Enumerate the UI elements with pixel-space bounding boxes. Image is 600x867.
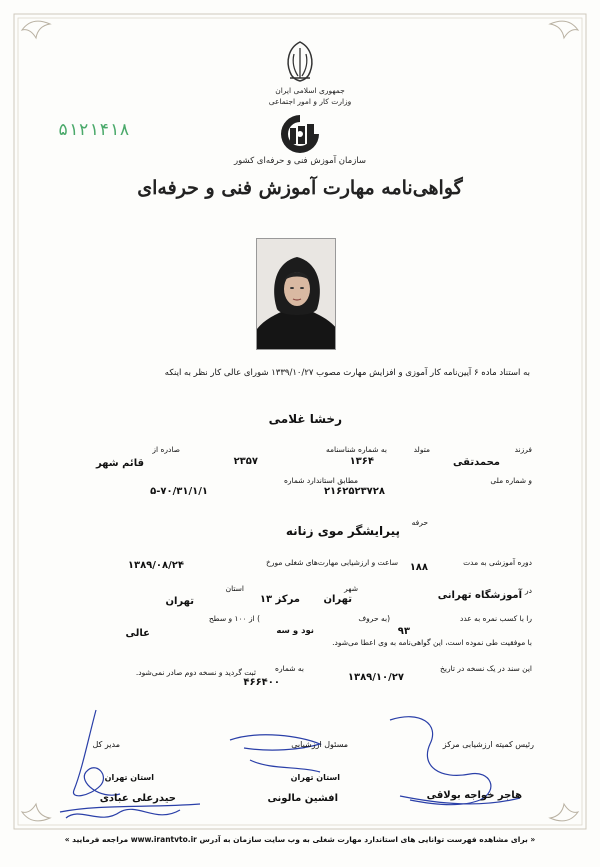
republic-label: جمهوری اسلامی ایران [275, 86, 345, 95]
issued-from: قائم شهر [95, 458, 144, 469]
birth-year: ۱۳۶۴ [349, 456, 374, 467]
duration-label: دوره آموزشی به مدت [463, 558, 532, 567]
ministry-label: وزارت کار و امور اجتماعی [268, 97, 352, 106]
at-label: در [525, 586, 532, 595]
holder-name: رخشا غلامی [268, 412, 342, 426]
score-out-of: ) از ۱۰۰ و سطح [208, 614, 260, 623]
committee-name: هاجر خواجه بولاقی [426, 790, 522, 801]
city-value: تهران [323, 594, 352, 605]
trade-value: پیرایشگر موی زنانه [285, 524, 400, 538]
score-number: ۹۳ [397, 626, 410, 637]
center-value: مرکز ۱۳ [259, 594, 300, 605]
hours-text: ساعت و ارزشیابی مهارت‌های شغلی مورخ [266, 558, 398, 567]
evaluator-province: استان تهران [290, 773, 340, 782]
father-label: فرزند [514, 445, 532, 454]
certificate-title: گواهی‌نامه مهارت آموزش فنی و حرفه‌ای [137, 177, 463, 199]
director-title: مدیر کل [92, 740, 120, 749]
province-label: استان [225, 584, 244, 593]
city-label: شهر [344, 584, 358, 593]
national-id: ۲۱۶۲۵۲۳۷۲۸ [323, 486, 385, 497]
id-number: ۲۳۵۷ [233, 456, 258, 467]
national-id-label: و شماره ملی [490, 476, 532, 485]
institute-name: آموزشگاه تهرانی [437, 590, 522, 601]
issued-label: صادره از [152, 445, 180, 454]
registry-text-1: این سند در یک نسخه در تاریخ [440, 664, 532, 673]
evaluation-date: ۱۳۸۹/۰۸/۲۴ [127, 560, 184, 571]
success-text: با موفقیت طی نموده است، این گواهی‌نامه به وی اعطا می‌شود. [332, 638, 532, 647]
holder-photo [256, 238, 336, 350]
score-level: عالی [125, 628, 150, 639]
registry-text-2: به شماره [275, 664, 304, 673]
director-province: استان تهران [104, 773, 154, 782]
course-hours: ۱۸۸ [409, 562, 428, 573]
committee-title: رئیس کمیته ارزشیابی مرکز [442, 740, 534, 749]
director-name: حیدرعلی عبادی [99, 793, 176, 804]
standard-label: مطابق استاندارد شماره [283, 476, 358, 485]
score-words-label: (به حروف [358, 614, 390, 623]
tvto-logo-icon [276, 112, 324, 154]
iran-emblem-icon [278, 38, 322, 84]
born-label: متولد [413, 445, 430, 454]
score-line-label: را با کسب نمره به عدد [460, 614, 532, 623]
registry-date: ۱۳۸۹/۱۰/۲۷ [347, 672, 404, 683]
registry-number: ۴۶۶۴۰۰ [243, 677, 280, 688]
province-value: تهران [165, 596, 194, 607]
father-name: محمدتقی [453, 457, 500, 468]
preamble-text: به استناد ماده ۶ آیین‌نامه کار آموزی و افزایش مهارت مصوب ۱۳۳۹/۱۰/۲۷ شورای عالی کار نظر به اینکه [164, 368, 530, 378]
footer-note: « برای مشاهده فهرست توانایی های استاندارد مهارت شغلی به وب سایت سازمان به آدرس www.irantvto.ir مراجعه فرمایید » [64, 835, 536, 844]
registry-text-3: ثبت گردید و نسخه دوم صادر نمی‌شود. [135, 668, 256, 677]
score-words: نود و سه [276, 626, 314, 636]
serial-number: ۵۱۲۱۴۱۸ [58, 120, 130, 140]
evaluator-title: مسئول ارزشیابی [291, 740, 348, 749]
id-label: به شماره شناسنامه [325, 445, 387, 454]
organization-name: سازمان آموزش فنی و حرفه‌ای کشور [233, 156, 367, 166]
standard-number: ۵-۷۰/۳۱/۱/۱ [150, 486, 208, 497]
trade-label: حرفه [411, 518, 428, 527]
evaluator-name: افشین مالونی [267, 793, 338, 804]
